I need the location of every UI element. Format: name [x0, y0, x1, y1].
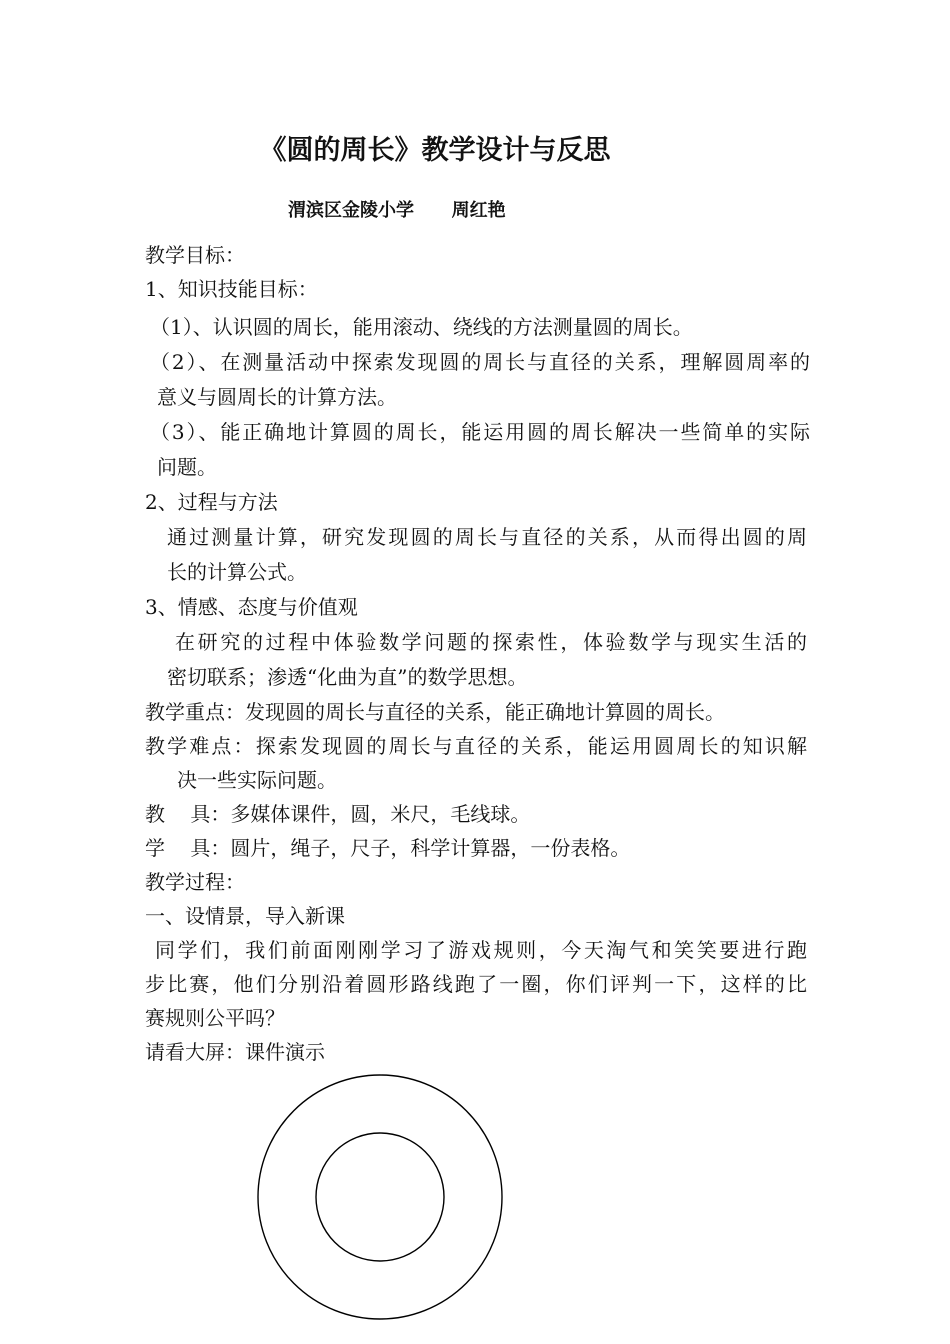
author-byline: 渭滨区金陵小学 周红艳 [288, 200, 506, 221]
emotion-attitude-line-2: 密切联系；渗透“化曲为直”的数学思想。 [167, 665, 528, 689]
objective-3-line-2: 问题。 [157, 455, 217, 479]
courseware-demo-line: 请看大屏：课件演示 [145, 1040, 325, 1064]
teaching-difficulty-line-2: 决一些实际问题。 [177, 768, 337, 792]
process-method-line-1: 通过测量计算，研究发现圆的周长与直径的关系，从而得出圆的周 [167, 525, 807, 549]
objective-2-line-1: （2）、在测量活动中探索发现圆的周长与直径的关系，理解圆周率的 [150, 350, 810, 374]
teaching-process-heading: 教学过程： [145, 870, 245, 894]
objective-1: （1）、认识圆的周长，能用滚动、绕线的方法测量圆的周长。 [150, 315, 693, 339]
objective-2-line-2: 意义与圆周长的计算方法。 [157, 385, 397, 409]
outer-circle [258, 1075, 502, 1319]
objective-3-line-1: （3）、能正确地计算圆的周长，能运用圆的周长解决一些简单的实际 [150, 420, 810, 444]
emotion-attitude-heading: 3、情感、态度与价值观 [145, 595, 358, 619]
teaching-focus: 教学重点：发现圆的周长与直径的关系，能正确地计算圆的周长。 [145, 700, 725, 724]
intro-paragraph-line-2: 步比赛，他们分别沿着圆形路线跑了一圈，你们评判一下，这样的比 [145, 972, 807, 996]
teaching-aids: 教 具：多媒体课件，圆，米尺，毛线球。 [145, 802, 531, 826]
document-title: 《圆的周长》教学设计与反思 [259, 135, 611, 166]
process-method-line-2: 长的计算公式。 [167, 560, 307, 584]
objectives-heading: 教学目标： [145, 243, 245, 267]
section-one-heading: 一、设情景，导入新课 [145, 904, 345, 928]
learning-aids: 学 具：圆片，绳子，尺子，科学计算器，一份表格。 [145, 836, 631, 860]
emotion-attitude-line-1: 在研究的过程中体验数学问题的探索性，体验数学与现实生活的 [175, 630, 807, 654]
knowledge-skill-heading: 1、知识技能目标： [145, 277, 318, 301]
intro-paragraph-line-3: 赛规则公平吗？ [145, 1006, 285, 1030]
process-method-heading: 2、过程与方法 [145, 490, 278, 514]
intro-paragraph-line-1: 同学们，我们前面刚刚学习了游戏规则，今天淘气和笑笑要进行跑 [155, 938, 807, 962]
inner-circle [316, 1133, 444, 1261]
teaching-difficulty-line-1: 教学难点：探索发现圆的周长与直径的关系，能运用圆周长的知识解 [145, 734, 807, 758]
